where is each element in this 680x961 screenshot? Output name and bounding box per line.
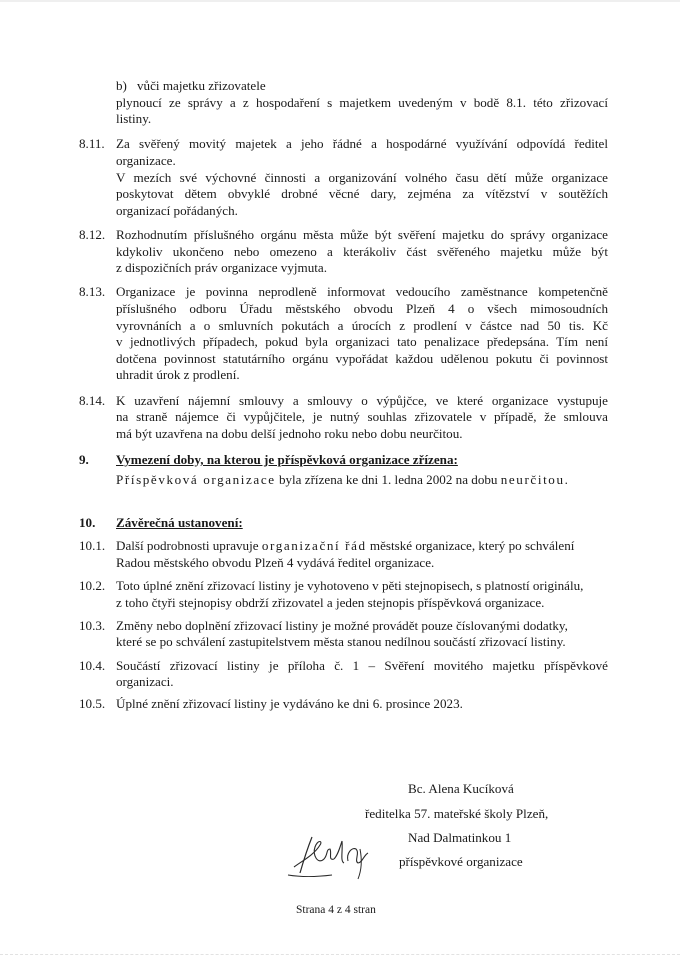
signatory-name: Bc. Alena Kucíková	[408, 781, 514, 796]
item-b-line-2: plynoucí ze správy a z hospodaření s majetkem uvedeným v bodě 8.1. této zřizovací	[116, 95, 608, 110]
p10-4-line-2: organizaci.	[116, 674, 174, 689]
item-b-line-1: vůči majetku zřizovatele	[137, 78, 266, 93]
p8-13-line-5: dotčena povinnost statutárního orgánu vypořádat každou udělenou pokutu či povinnost	[116, 351, 608, 366]
page-number-footer: Strana 4 z 4 stran	[296, 904, 376, 916]
p8-13-line-6: uhradit úrok z prodlení.	[116, 367, 240, 382]
p8-11-line-3: V mezích své výchovné činnosti a organizování volného času dětí může organizace	[116, 170, 608, 185]
handwritten-signature	[282, 827, 392, 885]
p10-5-line-1: Úplné znění zřizovací listiny je vydáváno ke dni 6. prosince 2023.	[116, 696, 463, 711]
paragraph-number-10-1: 10.1.	[79, 538, 106, 553]
section-10-heading: Závěrečná ustanovení:	[116, 515, 243, 530]
paragraph-number-10-4: 10.4.	[79, 658, 106, 673]
p8-11-line-2: organizace.	[116, 153, 176, 168]
section-number-10: 10.	[79, 515, 96, 530]
paragraph-number-10-2: 10.2.	[79, 578, 106, 593]
paragraph-number-8-13: 8.13.	[79, 284, 106, 299]
p10-4-line-1: Součástí zřizovací listiny je příloha č. 1 – Svěření movitého majetku příspěvkové	[116, 658, 608, 673]
signatory-address: Nad Dalmatinkou 1	[408, 830, 512, 845]
p8-13-line-2: příslušného odboru Úřadu městského obvodu Plzeň 4 o všech mimosoudních	[116, 301, 608, 316]
p8-14-line-3: má být uzavřena na dobu delší jednoho roku nebo dobu neurčitou.	[116, 426, 463, 441]
p10-2-line-2: z toho čtyři stejnopisy obdrží zřizovatel a jeden stejnopis příspěvková organizace.	[116, 595, 545, 610]
p10-2-line-1: Toto úplné znění zřizovací listiny je vyhotoveno v pěti stejnopisech, s platností originálu,	[116, 578, 584, 593]
p8-12-line-3: z dispozičních práv organizace vyjmuta.	[116, 260, 327, 275]
paragraph-number-8-12: 8.12.	[79, 227, 106, 242]
p8-12-line-2: kdykoliv ukončeno nebo omezeno a kterákoliv část svěřeného majetku může být	[116, 244, 608, 259]
scan-edge-top	[0, 0, 680, 2]
p8-11-line-5: organizací pořádaných.	[116, 203, 238, 218]
section-9-heading: Vymezení doby, na kterou je příspěvková organizace zřízena:	[116, 452, 458, 467]
scan-edge-bottom	[0, 954, 680, 955]
paragraph-number-10-5: 10.5.	[79, 696, 106, 711]
p8-14-line-2: na straně nájemce či vypůjčitele, je nutný souhlas zřizovatele v případě, že smlouva	[116, 409, 608, 424]
signatory-role: ředitelka 57. mateřské školy Plzeň,	[365, 806, 549, 821]
paragraph-number-8-11: 8.11.	[79, 136, 105, 151]
p8-14-line-1: K uzavření nájemní smlouvy a smlouvy o výpůjčce, ve které organizace vystupuje	[116, 393, 608, 408]
p8-13-line-4: v jednotlivých případech, pokud byla organizaci tato penalizace předepsána. Tím není	[116, 334, 608, 349]
paragraph-number-10-3: 10.3.	[79, 618, 106, 633]
p8-13-line-1: Organizace je povinna neprodleně informovat vedoucího zaměstnance kompetenčně	[116, 284, 608, 299]
p8-11-line-4: poskytovat dětem obvyklé drobné věcné dary, zejména za vítězství v soutěžích	[116, 186, 608, 201]
p10-1-line-2: Radou městského obvodu Plzeň 4 vydává ředitel organizace.	[116, 555, 435, 570]
paragraph-number-8-14: 8.14.	[79, 393, 106, 408]
p10-3-line-1: Změny nebo doplnění zřizovací listiny je možné provádět pouze číslovanými dodatky,	[116, 618, 568, 633]
section-9-text: Příspěvková organizace byla zřízena ke dni 1. ledna 2002 na dobu neurčitou.	[116, 472, 568, 487]
signatory-organization: příspěvkové organizace	[399, 854, 523, 869]
p8-13-line-3: vyrovnáních a o smluvních pokutách a úrocích z prodlení v částce nad 50 tis. Kč	[116, 318, 608, 333]
p10-1-line-1: Další podrobnosti upravuje organizační řád městské organizace, který po schválení	[116, 538, 575, 553]
p10-3-line-2: které se po schválení zastupitelstvem města stanou nedílnou součástí zřizovací listiny.	[116, 634, 566, 649]
item-b-label: b)	[116, 78, 127, 93]
p8-12-line-1: Rozhodnutím příslušného orgánu města může být svěření majetku do správy organizace	[116, 227, 608, 242]
section-number-9: 9.	[79, 452, 89, 467]
item-b-line-3: listiny.	[116, 111, 152, 126]
p8-11-line-1: Za svěřený movitý majetek a jeho řádné a hospodárné využívání odpovídá ředitel	[116, 136, 608, 151]
